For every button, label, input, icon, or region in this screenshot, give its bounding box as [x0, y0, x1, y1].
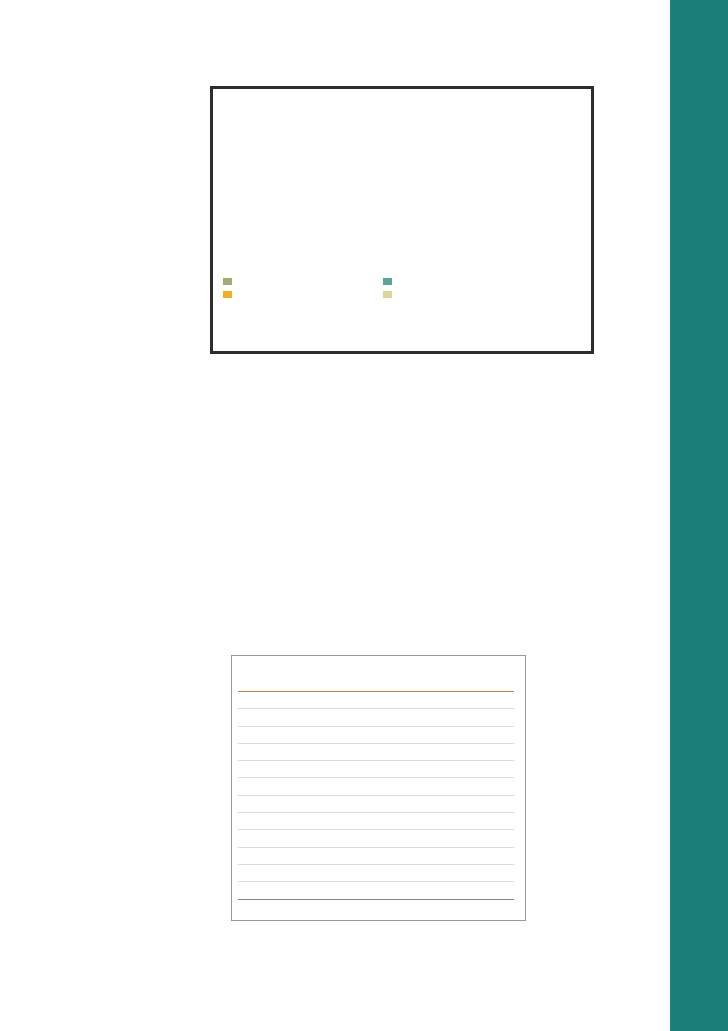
donor-cell	[238, 709, 330, 726]
total-label-cell	[238, 882, 330, 899]
donor-cell	[238, 830, 330, 847]
table-row	[238, 692, 514, 709]
total-2009-cell	[422, 882, 514, 899]
donor-cell	[238, 692, 330, 709]
table-row	[238, 726, 514, 743]
trust-fund-table-image	[231, 655, 526, 921]
legend-item-donor	[383, 291, 395, 298]
value-2008-cell	[330, 864, 422, 881]
donor-cell	[238, 743, 330, 760]
table-total-row	[238, 882, 514, 899]
teal-side-bar	[670, 0, 728, 1031]
value-2009-cell	[422, 813, 514, 830]
donor-cell	[238, 795, 330, 812]
value-2009-cell	[422, 778, 514, 795]
donor-cell	[238, 864, 330, 881]
value-2008-cell	[330, 813, 422, 830]
table-row	[238, 778, 514, 795]
table-row	[238, 830, 514, 847]
value-2008-cell	[330, 692, 422, 709]
legend-item-internal	[223, 278, 235, 285]
value-2009-cell	[422, 743, 514, 760]
chart-plot	[213, 89, 591, 279]
donor-cell	[238, 726, 330, 743]
value-2008-cell	[330, 847, 422, 864]
donor-cell	[238, 761, 330, 778]
table-row	[238, 847, 514, 864]
table-row	[238, 813, 514, 830]
value-2009-cell	[422, 864, 514, 881]
donor-cell	[238, 778, 330, 795]
value-2008-cell	[330, 795, 422, 812]
value-2009-cell	[422, 795, 514, 812]
value-2009-cell	[422, 709, 514, 726]
table-row	[238, 795, 514, 812]
donor-cell	[238, 847, 330, 864]
donor-cell	[238, 813, 330, 830]
legend-swatch-ibrd	[223, 291, 232, 298]
table-row	[238, 864, 514, 881]
legend-item-mdri	[383, 278, 395, 285]
value-2008-cell	[330, 709, 422, 726]
total-2008-cell	[330, 882, 422, 899]
value-2009-cell	[422, 847, 514, 864]
legend-item-ibrd	[223, 291, 235, 298]
table-body	[238, 692, 514, 900]
chart-legend	[223, 276, 583, 306]
value-2008-cell	[330, 778, 422, 795]
legend-swatch-donor	[383, 291, 392, 298]
value-2008-cell	[330, 726, 422, 743]
value-2009-cell	[422, 726, 514, 743]
legend-swatch-internal	[223, 278, 232, 285]
legend-swatch-mdri	[383, 278, 392, 285]
value-2009-cell	[422, 692, 514, 709]
value-2009-cell	[422, 830, 514, 847]
table-row	[238, 709, 514, 726]
ida-funding-chart	[210, 86, 594, 354]
value-2008-cell	[330, 830, 422, 847]
table-row	[238, 761, 514, 778]
value-2008-cell	[330, 761, 422, 778]
value-2008-cell	[330, 743, 422, 760]
value-2009-cell	[422, 761, 514, 778]
table-row	[238, 743, 514, 760]
trust-fund-table	[238, 687, 514, 900]
